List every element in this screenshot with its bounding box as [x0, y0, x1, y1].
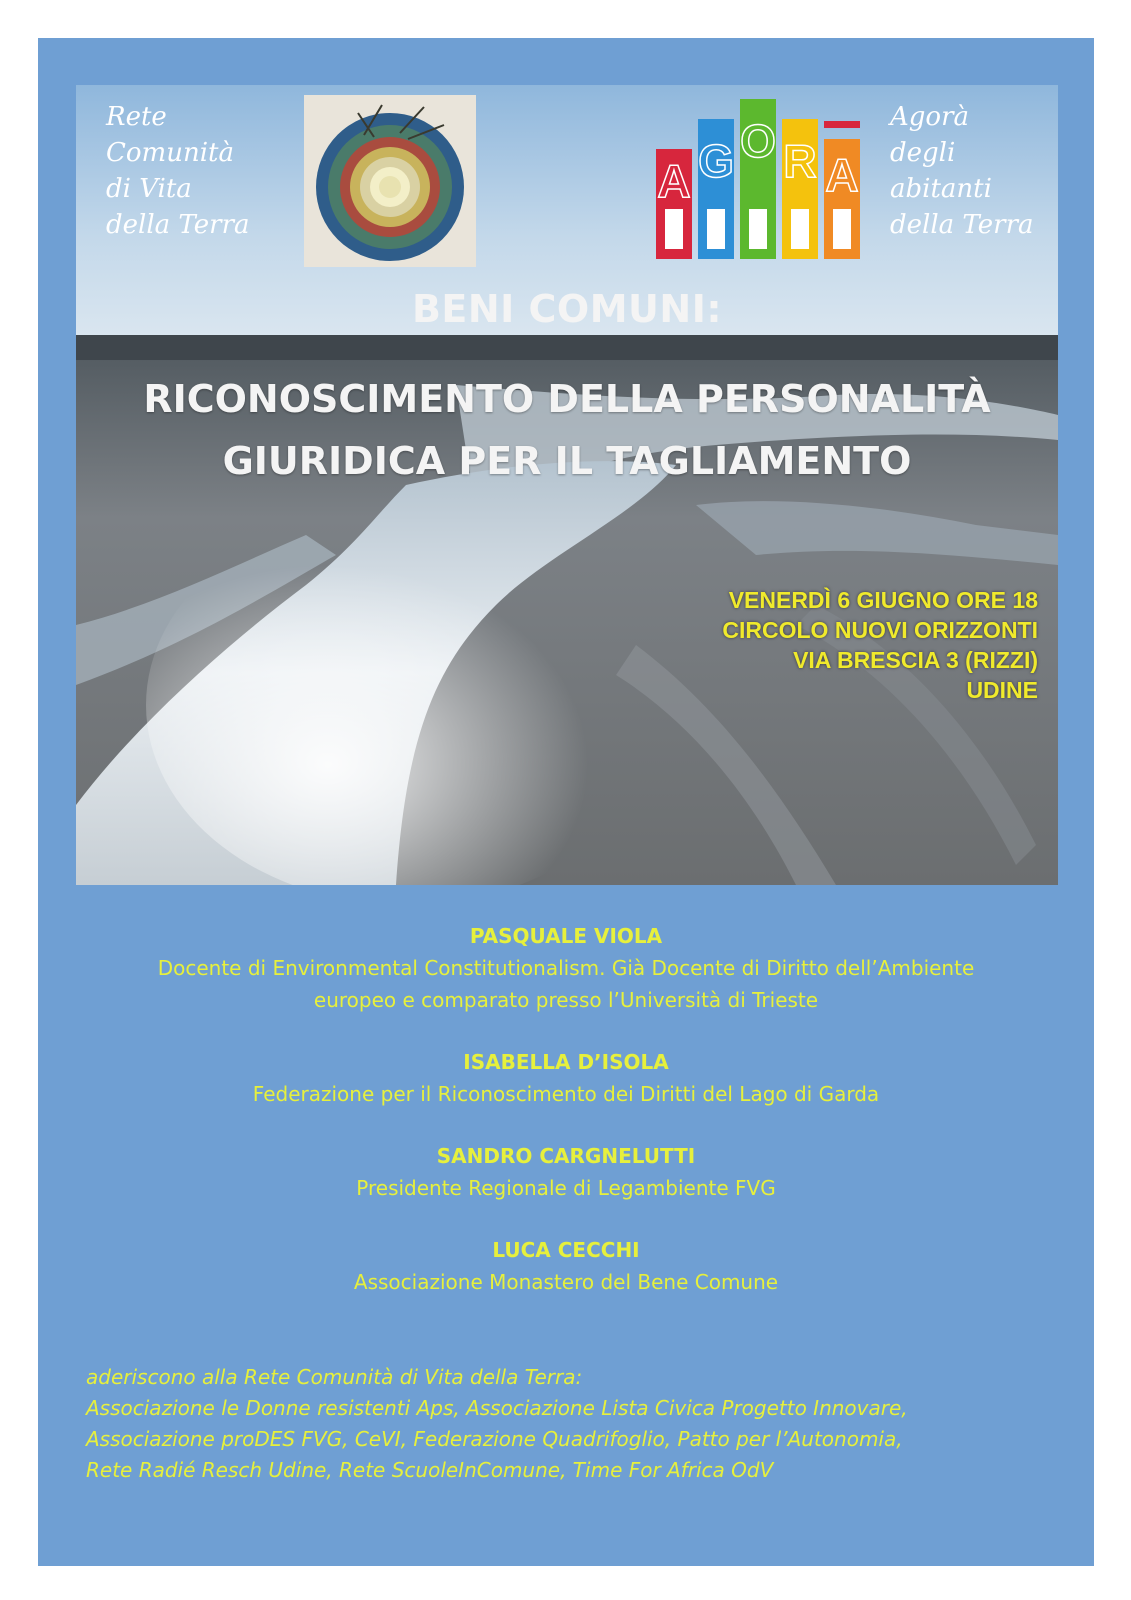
speaker-item	[38, 1046, 1094, 1110]
logo-letter: R	[783, 135, 817, 187]
right-brand-line: degli	[890, 138, 956, 168]
hero-section	[76, 85, 1058, 885]
speaker-name: ISABELLA D’ISOLA	[463, 1050, 669, 1074]
speaker-item	[38, 920, 1094, 1016]
supporters-line: Associazione le Donne resistenti Aps, Associazione Lista Civica Progetto Innovare,	[86, 1396, 908, 1420]
left-brand-line: della Terra	[106, 210, 250, 240]
speaker-name: PASQUALE VIOLA	[469, 924, 663, 948]
speaker-role: Docente di Environmental Constitutionalism. Già Docente di Diritto dell’Ambiente	[157, 956, 975, 980]
circular-watercolor-painting	[304, 95, 476, 267]
speaker-role: Associazione Monastero del Bene Comune	[353, 1270, 779, 1294]
speaker-item	[38, 1140, 1094, 1204]
supporters-line: Rete Radié Resch Udine, Rete ScuoleInComune, Time For Africa OdV	[86, 1458, 774, 1482]
speaker-name: SANDRO CARGNELUTTI	[436, 1144, 696, 1168]
logo-letter: G	[698, 135, 734, 187]
speaker-item	[38, 1234, 1094, 1298]
speakers-list	[38, 920, 1094, 1328]
main-title-line: GIURIDICA PER IL TAGLIAMENTO	[222, 439, 912, 483]
speaker-role: Federazione per il Riconoscimento dei Diritti del Lago di Garda	[252, 1082, 880, 1106]
supporters-line: aderiscono alla Rete Comunità di Vita della Terra:	[86, 1365, 583, 1389]
left-brand-line: Comunità	[106, 138, 234, 168]
logo-letter: O	[740, 115, 776, 167]
speaker-role: Presidente Regionale di Legambiente FVG	[356, 1176, 776, 1200]
agora-brand	[890, 99, 1034, 243]
rete-comunita-brand	[106, 99, 250, 243]
event-address: VIA BRESCIA 3 (RIZZI)	[793, 647, 1038, 673]
left-brand-line: Rete	[106, 102, 167, 132]
event-details	[722, 585, 1038, 705]
supporters-list	[86, 1362, 908, 1486]
event-city: UDINE	[966, 677, 1038, 703]
supporters-line: Associazione proDES FVG, CeVI, Federazione Quadrifoglio, Patto per l’Autonomia,	[86, 1427, 903, 1451]
agora-logo	[656, 99, 866, 259]
right-brand-line: abitanti	[890, 174, 992, 204]
speaker-name: LUCA CECCHI	[492, 1238, 640, 1262]
event-date: VENERDÌ 6 GIUGNO ORE 18	[728, 587, 1038, 613]
event-venue: CIRCOLO NUOVI ORIZZONTI	[722, 617, 1038, 643]
right-brand-line: Agorà	[890, 102, 970, 132]
main-title-line: RICONOSCIMENTO DELLA PERSONALITÀ	[143, 377, 991, 421]
title-beni-comuni: BENI COMUNI:	[411, 287, 723, 331]
logo-letter: A	[825, 149, 859, 201]
right-brand-line: della Terra	[890, 210, 1034, 240]
logo-letter: A	[657, 155, 691, 207]
main-title	[76, 368, 1058, 492]
speaker-role: europeo e comparato presso l’Università di Trieste	[313, 988, 819, 1012]
left-brand-line: di Vita	[106, 174, 192, 204]
